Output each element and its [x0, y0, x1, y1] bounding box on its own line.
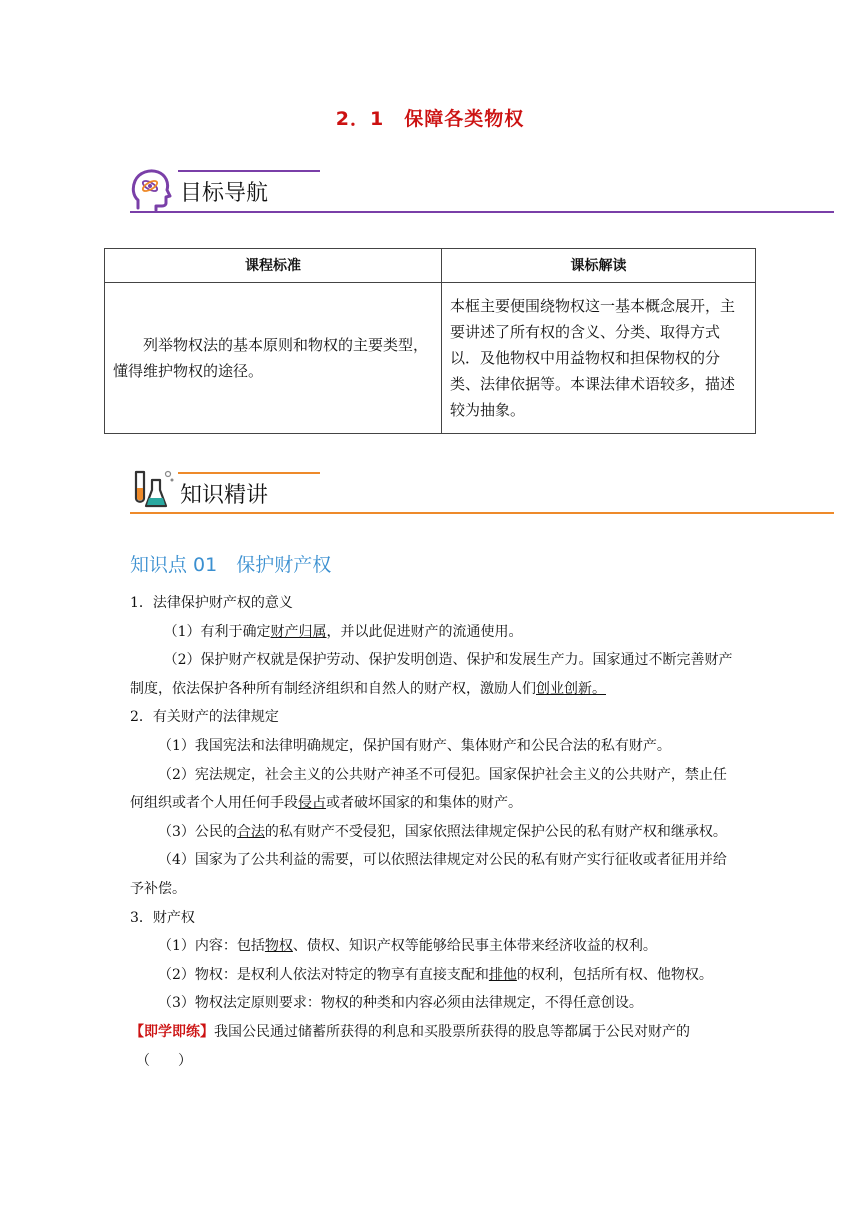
header-underline — [130, 211, 834, 213]
s3-point-2 — [130, 961, 740, 990]
underlined-term: 合法 — [236, 823, 265, 840]
table-header-standard: 课程标准 — [105, 249, 442, 283]
s2-title: 2．有关财产的法律规定 — [130, 709, 279, 726]
s2-point-2 — [130, 761, 740, 818]
s2-point-1: （1）我国宪法和法律明确规定，保护国有财产、集体财产和公民合法的私有财产。 — [158, 737, 671, 754]
brain-icon — [130, 168, 172, 216]
s1-point-1 — [130, 618, 740, 647]
section-nav-label: 目标导航 — [180, 181, 269, 206]
section-knowledge-label: 知识精讲 — [180, 483, 269, 508]
s2-point-3 — [130, 818, 740, 847]
header-top-line — [178, 170, 320, 172]
knowledge-point-title: 知识点 01 保护财产权 — [130, 554, 332, 576]
text-segment: （2）宪法规定，社会主义的公共财产神圣不可侵犯。国家保护社会主义的公共财产，禁止任何组织或者个人用任何手段 — [130, 766, 727, 812]
text-segment: （2）保护财产权就是保护劳动、保护发明创造、保护和发展生产力。国家通过不断完善财产制度，依法保护各种所有制经济组织和自然人的财产权，激励人们 — [130, 652, 733, 697]
underlined-term: 财产归属 — [270, 623, 327, 640]
answer-blank: （ ） — [136, 1052, 192, 1069]
text-segment: 的私有财产不受侵犯，国家依照法律规定保护公民的私有财产权和继承权。 — [264, 823, 727, 840]
practice-text: 我国公民通过储蓄所获得的利息和买股票所获得的股息等都属于公民对财产的 — [214, 1023, 690, 1040]
table-header-interpretation: 课标解读 — [442, 249, 756, 283]
header-underline — [130, 512, 834, 514]
table-header-row — [105, 249, 756, 283]
underlined-term: 创业创新。 — [536, 680, 606, 697]
text-segment: （1）内容：包括 — [158, 938, 265, 955]
s2-point-4: （4）国家为了公共利益的需要，可以依照法律规定对公民的私有财产实行征收或者征用并给予补偿。 — [130, 852, 727, 897]
s3-point-1 — [130, 932, 740, 961]
header-top-line — [178, 472, 320, 474]
course-standard-table — [104, 248, 756, 434]
text-segment: ，并以此促进财产的流通使用。 — [326, 623, 523, 640]
text-segment: 或者破坏国家的和集体的财产。 — [326, 795, 522, 812]
underlined-term: 侵占 — [298, 795, 326, 812]
section-header-knowledge — [130, 472, 834, 532]
table-cell-standard: 列举物权法的基本原则和物权的主要类型，懂得维护物权的途径。 — [105, 283, 442, 434]
page-title: 2．1 保障各类物权 — [335, 108, 525, 130]
knowledge-body — [130, 589, 740, 1075]
practice-question — [130, 1018, 740, 1047]
underlined-term: 物权 — [264, 938, 293, 955]
text-segment: 的权利，包括所有权、他物权。 — [516, 966, 713, 983]
s1-title: 1．法律保护财产权的意义 — [130, 595, 293, 611]
s3-point-3: （3）物权法定原则要求：物权的种类和内容必须由法律规定，不得任意创设。 — [158, 995, 643, 1012]
text-segment: （1）有利于确定 — [163, 623, 271, 640]
table-row — [105, 283, 756, 434]
text-segment: （3）公民的 — [158, 823, 237, 840]
text-segment: （2）物权：是权利人依法对特定的物享有直接支配和 — [158, 966, 489, 983]
s3-title: 3．财产权 — [130, 909, 195, 926]
practice-tag: 【即学即练】 — [130, 1023, 214, 1040]
table-cell-interpretation: 本框主要便围绕物权这一基本概念展开，主要讲述了所有权的含义、分类、取得方式以．及他物权中用益物权和担保物权的分类、法律依据等。本课法律术语较多，描述较为抽象。 — [442, 283, 756, 434]
section-header-nav — [130, 170, 834, 230]
text-segment: 、债权、知识产权等能够给民事主体带来经济收益的权利。 — [292, 938, 657, 955]
s1-point-2 — [130, 646, 740, 703]
flask-icon — [130, 468, 176, 514]
underlined-term: 排他 — [488, 966, 517, 983]
